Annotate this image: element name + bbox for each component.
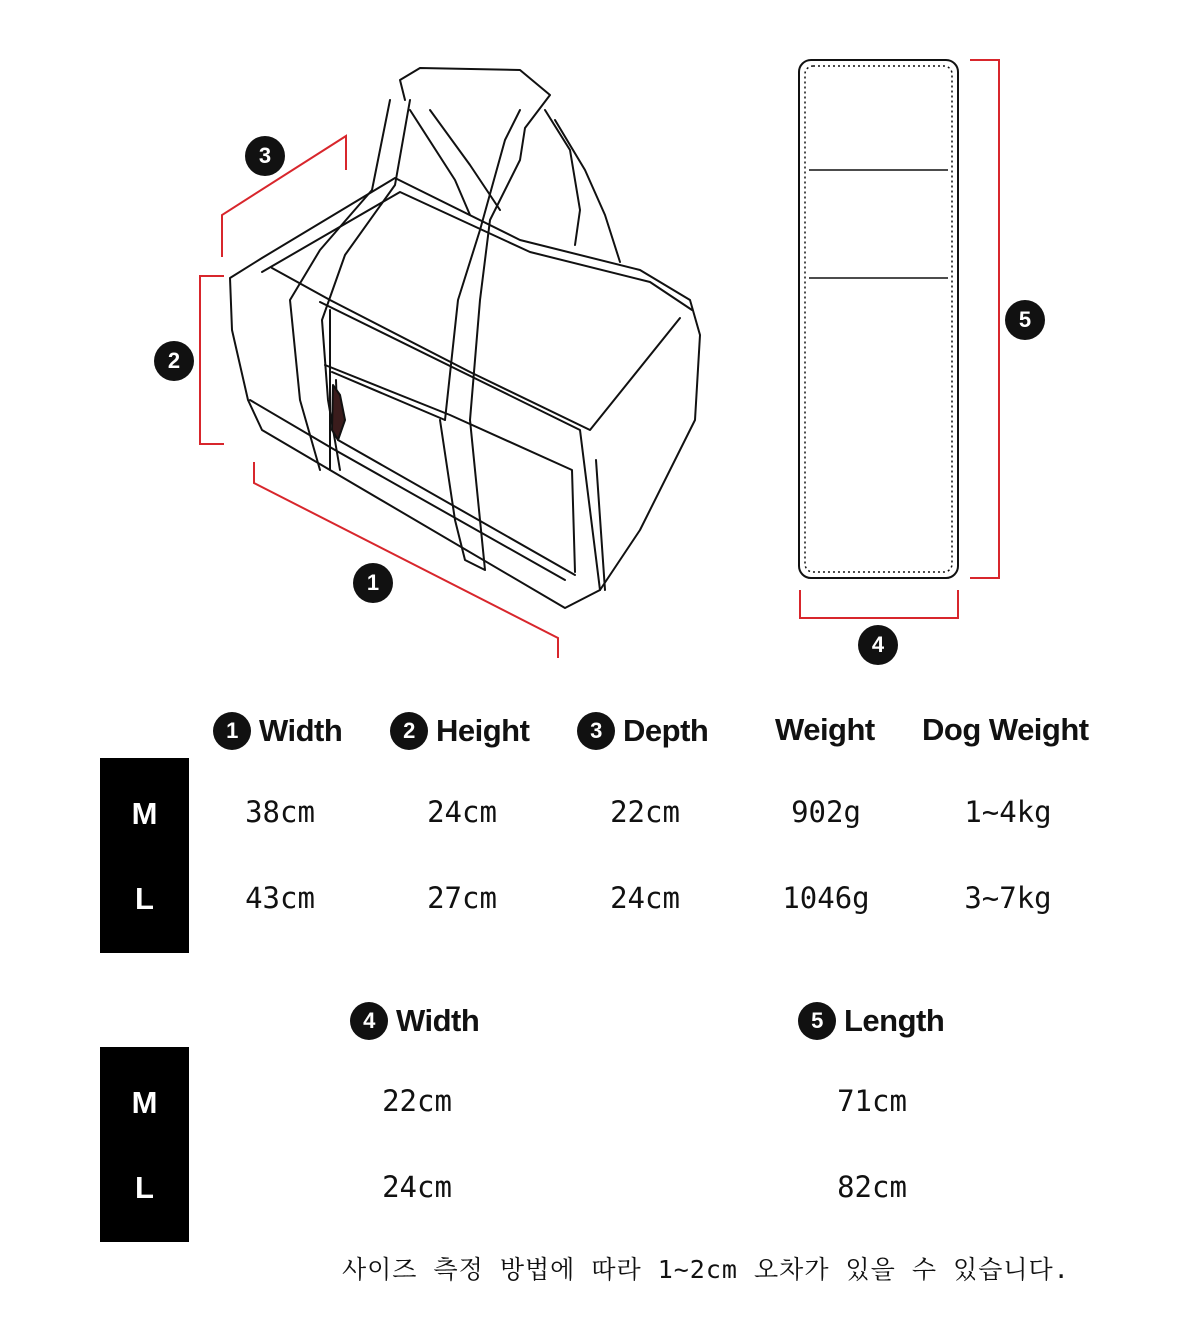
bag-drawing bbox=[230, 68, 700, 608]
header-marker: 4 bbox=[350, 1002, 388, 1040]
size-label-m: M bbox=[131, 1085, 158, 1120]
cell-depth: 24cm bbox=[610, 881, 680, 915]
dimension-marker-5: 5 bbox=[1005, 300, 1045, 340]
header-dog-weight bbox=[922, 712, 1089, 748]
header-label: Dog Weight bbox=[922, 712, 1089, 747]
size-column bbox=[100, 1047, 189, 1242]
header-mat-width bbox=[350, 1002, 479, 1040]
cell-height: 24cm bbox=[427, 795, 497, 829]
header-label: Length bbox=[844, 1003, 945, 1038]
size-label-l: L bbox=[135, 881, 154, 916]
header-label: Weight bbox=[775, 712, 875, 747]
size-column bbox=[100, 758, 189, 953]
header-label: Width bbox=[396, 1003, 480, 1038]
header-label: Width bbox=[259, 713, 343, 748]
cell-mat-length: 71cm bbox=[837, 1084, 907, 1118]
cell-dog-weight: 3~7kg bbox=[964, 881, 1052, 915]
cell-mat-width: 22cm bbox=[382, 1084, 452, 1118]
header-marker: 2 bbox=[390, 712, 428, 750]
cell-weight: 902g bbox=[791, 795, 861, 829]
cell-depth: 22cm bbox=[610, 795, 680, 829]
header-marker: 5 bbox=[798, 1002, 836, 1040]
cell-dog-weight: 1~4kg bbox=[964, 795, 1052, 829]
size-label-m: M bbox=[131, 796, 158, 831]
mat-drawing bbox=[799, 60, 958, 578]
cell-weight: 1046g bbox=[782, 881, 870, 915]
cell-width: 38cm bbox=[245, 795, 315, 829]
dimension-lines bbox=[200, 60, 999, 658]
cell-mat-length: 82cm bbox=[837, 1170, 907, 1204]
header-marker: 1 bbox=[213, 712, 251, 750]
header-depth bbox=[577, 712, 708, 750]
size-label-l: L bbox=[135, 1170, 154, 1205]
header-mat-length bbox=[798, 1002, 944, 1040]
dimension-marker-4: 4 bbox=[858, 625, 898, 665]
cell-height: 27cm bbox=[427, 881, 497, 915]
header-marker: 3 bbox=[577, 712, 615, 750]
dimension-marker-1: 1 bbox=[353, 563, 393, 603]
dimension-marker-3: 3 bbox=[245, 136, 285, 176]
header-label: Depth bbox=[623, 713, 709, 748]
dimension-marker-2: 2 bbox=[154, 341, 194, 381]
measurement-note: 사이즈 측정 방법에 따라 1~2cm 오차가 있을 수 있습니다. bbox=[342, 1255, 1070, 1284]
cell-width: 43cm bbox=[245, 881, 315, 915]
header-label: Height bbox=[436, 713, 530, 748]
header-height bbox=[390, 712, 529, 750]
cell-mat-width: 24cm bbox=[382, 1170, 452, 1204]
header-width bbox=[213, 712, 342, 750]
header-weight bbox=[775, 712, 875, 748]
